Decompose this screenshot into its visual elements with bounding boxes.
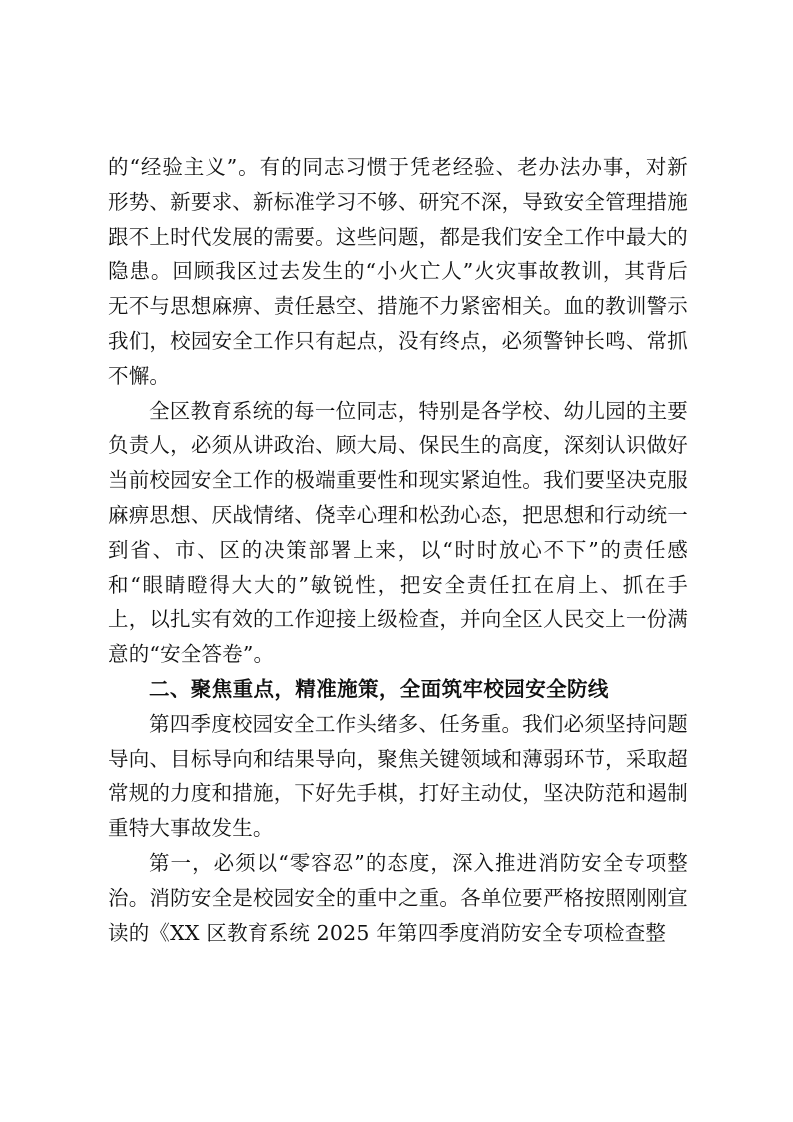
section-heading-two: 二、聚焦重点，精准施策，全面筑牢校园安全防线 <box>149 676 609 701</box>
document-body <box>108 150 688 950</box>
paragraph-fourth-quarter: 第四季度校园安全工作头绪多、任务重。我们必须坚持问题导向、目标导向和结果导向，聚焦关键领域和薄弱环节，采取超常规的力度和措施，下好先手棋，打好主动仗，坚决防范和遏制重特大事故发生。 <box>108 711 688 841</box>
paragraph-responsibility: 全区教育系统的每一位同志，特别是各学校、幼儿园的主要负责人，必须从讲政治、顾大局、保民生的高度，深刻认识做好当前校园安全工作的极端重要性和现实紧迫性。我们要坚决克服麻痹思想、厌战情绪、侥幸心理和松劲心态，把思想和行动统一到省、市、区的决策部署上来，以“时时放心不下”的责任感和“眼睛瞪得大大的”敏锐性，把安全责任扛在肩上、抓在手上，以扎实有效的工作迎接上级检查，并向全区人民交上一份满意的“安全答卷”。 <box>108 398 688 667</box>
paragraph-fire-safety: 第一，必须以“零容忍”的态度，深入推进消防安全专项整治。消防安全是校园安全的重中之重。各单位要严格按照刚刚宣读的《XX 区教育系统 2025 年第四季度消防安全专项检查整 <box>108 850 688 945</box>
paragraph-continuation: 的“经验主义”。有的同志习惯于凭老经验、老办法办事，对新形势、新要求、新标准学习不够、研究不深，导致安全管理措施跟不上时代发展的需要。这些问题，都是我们安全工作中最大的隐患。回顾我区过去发生的“小火亡人”火灾事故教训，其背后无不与思想麻痹、责任悬空、措施不力紧密相关。血的教训警示我们，校园安全工作只有起点，没有终点，必须警钟长鸣、常抓不懈。 <box>108 155 688 388</box>
